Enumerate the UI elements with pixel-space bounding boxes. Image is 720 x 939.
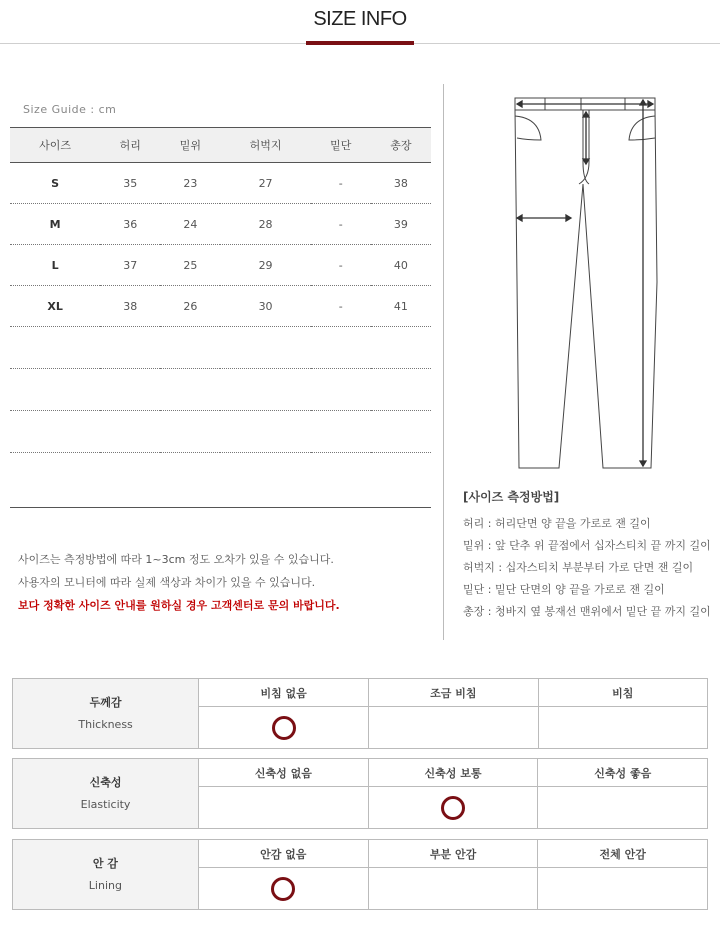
table-row — [10, 204, 431, 245]
page-title: SIZE INFO — [313, 8, 407, 30]
measurement-guide — [463, 488, 711, 623]
spec-option: 비침 없음 — [199, 679, 369, 707]
size-guide-label: Size Guide : cm — [23, 103, 117, 116]
spec-label — [13, 840, 199, 910]
note-line: 사이즈는 측정방법에 따라 1~3cm 정도 오차가 있을 수 있습니다. — [18, 553, 334, 566]
spec-option: 전체 안감 — [538, 840, 708, 868]
empty-row — [10, 411, 431, 453]
column-header: 밑단 — [311, 128, 371, 163]
table-row — [10, 286, 431, 327]
selected-circle-icon — [271, 877, 295, 901]
size-table — [10, 127, 431, 453]
title-accent-bar — [306, 41, 414, 45]
column-header: 허벅지 — [220, 128, 310, 163]
thickness-table — [12, 678, 708, 749]
column-header: 총장 — [371, 128, 431, 163]
measurement-item: 밑위 : 앞 단추 위 끝점에서 십자스티치 끝 까지 길이 — [463, 539, 711, 552]
spec-option: 비침 — [538, 679, 707, 707]
table-cell: 24 — [160, 204, 220, 245]
elasticity-table — [12, 758, 708, 829]
measurement-title: [사이즈 측정방법] — [463, 490, 560, 504]
note-line-highlight: 보다 정확한 사이즈 안내를 원하실 경우 고객센터로 문의 바랍니다. — [18, 599, 340, 612]
size-table-header — [10, 128, 431, 163]
spec-cell — [368, 868, 538, 910]
table-row — [10, 163, 431, 204]
table-cell: 26 — [160, 286, 220, 327]
note-line: 사용자의 모니터에 따라 실제 색상과 차이가 있을 수 있습니다. — [18, 576, 316, 589]
table-cell: 28 — [220, 204, 310, 245]
spec-option: 신축성 없음 — [199, 759, 368, 787]
table-cell: - — [311, 163, 371, 204]
size-cell: S — [10, 163, 100, 204]
table-cell: - — [311, 286, 371, 327]
spec-option: 부분 안감 — [368, 840, 538, 868]
size-table-bottom-rule — [10, 507, 431, 508]
spec-label-ko: 안 감 — [92, 856, 118, 870]
spec-cell — [199, 787, 368, 829]
spec-label-en: Elasticity — [80, 797, 131, 811]
table-cell: 37 — [100, 245, 160, 286]
table-cell: - — [311, 245, 371, 286]
spec-option: 신축성 보통 — [368, 759, 538, 787]
column-header: 허리 — [100, 128, 160, 163]
spec-cell — [538, 868, 708, 910]
spec-option: 조금 비침 — [369, 679, 538, 707]
spec-label-en: Thickness — [78, 717, 133, 731]
spec-option: 안감 없음 — [198, 840, 368, 868]
table-cell: 23 — [160, 163, 220, 204]
measurement-item: 허벅지 : 십자스티치 부분부터 가로 단면 잰 길이 — [463, 561, 694, 574]
measurement-item: 밑단 : 밑단 단면의 양 끝을 가로로 잰 길이 — [463, 583, 665, 596]
spec-option: 신축성 좋음 — [538, 759, 708, 787]
empty-row — [10, 327, 431, 369]
size-notes — [18, 548, 340, 617]
size-cell: XL — [10, 286, 100, 327]
table-cell: 25 — [160, 245, 220, 286]
table-cell: 27 — [220, 163, 310, 204]
selected-circle-icon — [441, 796, 465, 820]
column-header: 밑위 — [160, 128, 220, 163]
size-cell: M — [10, 204, 100, 245]
lining-table — [12, 839, 708, 910]
table-cell: 30 — [220, 286, 310, 327]
spec-cell — [538, 787, 708, 829]
measurement-item: 허리 : 허리단면 양 끝을 가로로 잰 길이 — [463, 517, 651, 530]
spec-cell — [199, 707, 369, 749]
spec-label-en: Lining — [88, 878, 122, 892]
spec-cell — [198, 868, 368, 910]
spec-cell — [538, 707, 707, 749]
table-cell: 39 — [371, 204, 431, 245]
table-cell: 41 — [371, 286, 431, 327]
spec-label — [13, 759, 199, 829]
measurement-item: 총장 : 청바지 옆 봉재선 맨위에서 밑단 끝 까지 길이 — [463, 605, 711, 618]
pants-diagram — [505, 92, 665, 472]
spec-label — [13, 679, 199, 749]
spec-cell — [369, 707, 538, 749]
spec-label-ko: 두께감 — [89, 695, 122, 709]
table-cell: 38 — [371, 163, 431, 204]
selected-circle-icon — [272, 716, 296, 740]
table-cell: 35 — [100, 163, 160, 204]
table-cell: 40 — [371, 245, 431, 286]
table-cell: 36 — [100, 204, 160, 245]
size-cell: L — [10, 245, 100, 286]
table-cell: 38 — [100, 286, 160, 327]
spec-cell — [368, 787, 538, 829]
table-cell: - — [311, 204, 371, 245]
empty-row — [10, 369, 431, 411]
table-row — [10, 245, 431, 286]
column-header: 사이즈 — [10, 128, 100, 163]
table-cell: 29 — [220, 245, 310, 286]
spec-label-ko: 신축성 — [89, 775, 122, 789]
section-divider — [443, 84, 444, 640]
